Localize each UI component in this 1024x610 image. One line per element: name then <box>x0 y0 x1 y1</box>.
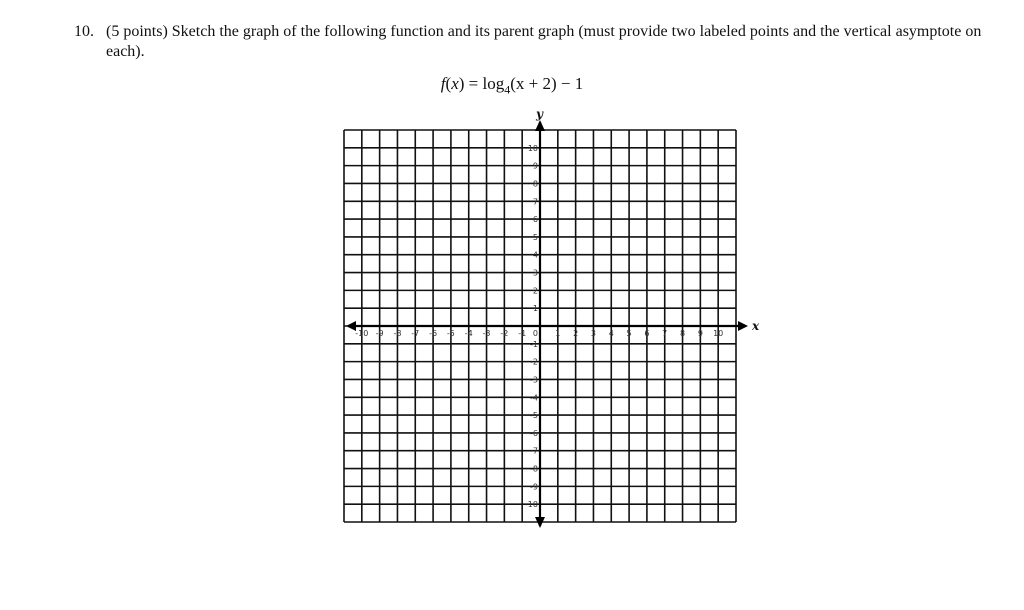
x-tick-label: -1 <box>518 329 527 338</box>
formula-argument: (x + 2) − 1 <box>510 74 584 93</box>
y-tick-label: 8 <box>532 179 538 189</box>
formula-log: log <box>482 74 505 93</box>
x-tick-label: -4 <box>464 329 473 338</box>
coordinate-grid <box>336 107 760 528</box>
x-tick-label: 9 <box>697 329 703 338</box>
problem-10 <box>74 22 994 62</box>
x-tick-label: -8 <box>393 329 402 338</box>
y-tick-label: -8 <box>530 464 538 474</box>
y-tick-label: 3 <box>532 268 538 278</box>
y-tick-label: 6 <box>532 215 538 225</box>
y-tick-label: 4 <box>532 250 538 260</box>
function-formula: $f(x) = \log_4(x + 2) - 1$ <box>440 74 584 97</box>
y-tick-label: 1 <box>532 304 538 314</box>
x-tick-label: 8 <box>679 329 686 338</box>
x-tick-label: -2 <box>500 329 509 338</box>
x-tick-label: -9 <box>375 329 384 338</box>
x-tick-label: 7 <box>662 329 668 338</box>
y-tick-label: -6 <box>530 428 538 438</box>
y-tick-label: 9 <box>532 161 538 171</box>
x-tick-label: -7 <box>411 329 420 338</box>
y-tick-label: -9 <box>530 482 538 492</box>
origin-label: 0 <box>532 329 538 338</box>
x-tick-label: 10 <box>713 329 724 338</box>
y-tick-label: 2 <box>532 286 538 296</box>
formula-variable: x <box>451 74 459 93</box>
y-tick-label: -1 <box>530 339 538 349</box>
y-tick-label: -5 <box>530 411 538 421</box>
y-tick-label: -10 <box>524 500 538 510</box>
x-tick-label: -5 <box>446 329 455 338</box>
y-tick-label: -7 <box>530 446 538 456</box>
x-tick-label: 3 <box>590 329 597 338</box>
y-axis-label: y <box>536 107 543 121</box>
y-tick-label: 5 <box>532 232 538 242</box>
y-tick-label: 7 <box>532 197 538 207</box>
problem-number: 10. <box>74 23 94 40</box>
formula-log-base: 4 <box>504 82 511 97</box>
y-tick-label: -2 <box>530 357 538 367</box>
formula-function-name: f <box>440 74 446 93</box>
y-tick-label: -4 <box>530 393 538 403</box>
x-tick-label: 2 <box>573 329 579 338</box>
x-tick-label: -10 <box>355 329 369 338</box>
x-tick-label: -3 <box>482 329 491 338</box>
y-axis-top-arrow <box>535 120 545 131</box>
x-tick-label: 4 <box>608 329 614 338</box>
x-tick-label: 6 <box>644 329 650 338</box>
y-tick-label: 10 <box>527 143 538 153</box>
x-axis-label: x <box>752 319 760 333</box>
x-tick-label: 5 <box>626 329 632 338</box>
problem-text: (5 points) Sketch the graph of the following function and its parent graph (must provide two labeled points and the vertical asymptote on each). <box>106 23 982 60</box>
y-tick-label: -3 <box>530 375 538 385</box>
x-tick-label: -6 <box>429 329 438 338</box>
x-axis-right-arrow <box>738 321 748 331</box>
x-tick-label: 1 <box>555 329 561 338</box>
